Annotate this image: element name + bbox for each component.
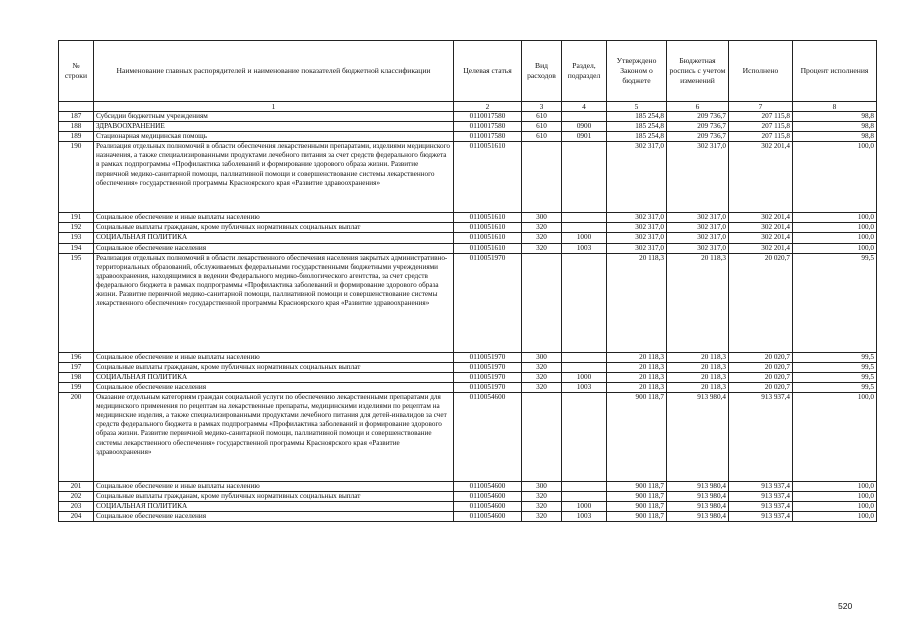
column-number [59,102,94,112]
header-row [59,41,877,102]
cell-target-article: 0110051970 [454,253,522,352]
cell-percent: 100,0 [793,492,877,502]
column-number: 1 [94,102,454,112]
cell-expense-kind: 610 [522,112,562,122]
cell-row-number: 194 [59,243,94,253]
cell-percent: 100,0 [793,213,877,223]
budget-report-sheet [58,40,876,522]
cell-percent: 100,0 [793,502,877,512]
cell-approved: 302 317,0 [607,223,667,233]
cell-budget-schedule: 913 980,4 [667,492,729,502]
cell-executed: 913 937,4 [729,502,793,512]
cell-percent: 99,5 [793,382,877,392]
cell-executed: 20 020,7 [729,372,793,382]
cell-executed: 20 020,7 [729,253,793,352]
cell-row-number: 195 [59,253,94,352]
cell-section [562,352,607,362]
cell-expense-kind: 300 [522,482,562,492]
column-number: 5 [607,102,667,112]
cell-target-article: 0110051610 [454,142,522,213]
cell-name: Социальное обеспечение и иные выплаты населению [94,352,454,362]
cell-target-article: 0110054600 [454,502,522,512]
cell-name: СОЦИАЛЬНАЯ ПОЛИТИКА [94,372,454,382]
cell-row-number: 190 [59,142,94,213]
page-number: 520 [838,601,853,611]
cell-approved: 20 118,3 [607,352,667,362]
cell-percent: 100,0 [793,243,877,253]
cell-approved: 900 118,7 [607,393,667,482]
cell-percent: 98,8 [793,112,877,122]
table-row [59,393,877,482]
cell-budget-schedule: 20 118,3 [667,382,729,392]
cell-approved: 185 254,8 [607,122,667,132]
cell-budget-schedule: 209 736,7 [667,122,729,132]
cell-section: 1003 [562,512,607,522]
cell-executed: 20 020,7 [729,362,793,372]
column-number-row [59,102,877,112]
cell-approved: 185 254,8 [607,112,667,122]
cell-percent: 99,5 [793,352,877,362]
cell-row-number: 198 [59,372,94,382]
cell-target-article: 0110051970 [454,372,522,382]
cell-target-article: 0110017580 [454,112,522,122]
cell-budget-schedule: 302 317,0 [667,142,729,213]
cell-approved: 20 118,3 [607,382,667,392]
cell-name: СОЦИАЛЬНАЯ ПОЛИТИКА [94,233,454,243]
table-row [59,352,877,362]
cell-row-number: 204 [59,512,94,522]
cell-section [562,362,607,372]
cell-section [562,253,607,352]
column-number: 8 [793,102,877,112]
cell-executed: 913 937,4 [729,393,793,482]
cell-name: Социальное обеспечение населения [94,512,454,522]
cell-target-article: 0110051610 [454,233,522,243]
cell-target-article: 0110051610 [454,223,522,233]
table-row [59,382,877,392]
table-row [59,233,877,243]
cell-approved: 900 118,7 [607,482,667,492]
cell-budget-schedule: 20 118,3 [667,253,729,352]
cell-expense-kind: 610 [522,132,562,142]
cell-budget-schedule: 913 980,4 [667,512,729,522]
cell-budget-schedule: 209 736,7 [667,112,729,122]
cell-budget-schedule: 913 980,4 [667,502,729,512]
cell-target-article: 0110017580 [454,132,522,142]
header-row-number: № строки [59,41,94,102]
cell-name: Социальное обеспечение и иные выплаты населению [94,482,454,492]
cell-name: Социальное обеспечение и иные выплаты населению [94,213,454,223]
cell-expense-kind: 320 [522,362,562,372]
cell-executed: 913 937,4 [729,482,793,492]
cell-approved: 302 317,0 [607,243,667,253]
cell-name: ЗДРАВООХРАНЕНИЕ [94,122,454,132]
cell-section [562,492,607,502]
cell-row-number: 191 [59,213,94,223]
table-row [59,482,877,492]
table-row [59,372,877,382]
cell-target-article: 0110051970 [454,382,522,392]
cell-approved: 302 317,0 [607,233,667,243]
table-row [59,223,877,233]
header-executed: Исполнено [729,41,793,102]
cell-percent: 100,0 [793,233,877,243]
cell-expense-kind: 320 [522,502,562,512]
cell-expense-kind: 320 [522,372,562,382]
cell-row-number: 202 [59,492,94,502]
cell-percent: 98,8 [793,132,877,142]
cell-percent: 100,0 [793,512,877,522]
cell-percent: 99,5 [793,253,877,352]
cell-expense-kind [522,142,562,213]
budget-table [58,40,877,522]
cell-expense-kind [522,393,562,482]
table-row [59,112,877,122]
cell-name: Социальное обеспечение населения [94,382,454,392]
cell-name: Социальные выплаты гражданам, кроме публичных нормативных социальных выплат [94,223,454,233]
cell-row-number: 188 [59,122,94,132]
cell-executed: 302 201,4 [729,243,793,253]
cell-percent: 100,0 [793,223,877,233]
cell-section: 1000 [562,502,607,512]
cell-row-number: 200 [59,393,94,482]
cell-section: 1000 [562,233,607,243]
cell-expense-kind: 320 [522,512,562,522]
cell-executed: 302 201,4 [729,142,793,213]
cell-section [562,112,607,122]
cell-expense-kind: 610 [522,122,562,132]
cell-name: Оказание отдельным категориям граждан социальной услуги по обеспечению лекарственными препаратами для медицинского применения по рецептам на лекарственные препараты, медицинскими изделиями по рецептам на медицинские изделия, а также специализированными продуктами лечебного питания для детей-инвалидов за счет средств федерального бюджета в рамках подпрограммы «Профилактика заболеваний и формирование здорового образа жизни. Развитие первичной медико-санитарной помощи, паллиативной помощи и совершенствование системы лекарственного обеспечения» государственной программы Красноярского края «Развитие здравоохранения» [94,393,454,482]
cell-section [562,223,607,233]
cell-row-number: 192 [59,223,94,233]
cell-row-number: 199 [59,382,94,392]
header-budget-schedule: Бюджетная роспись с учетом изменений [667,41,729,102]
cell-section: 1003 [562,243,607,253]
cell-target-article: 0110054600 [454,482,522,492]
table-row [59,492,877,502]
cell-target-article: 0110051970 [454,352,522,362]
cell-percent: 100,0 [793,393,877,482]
cell-section [562,142,607,213]
cell-executed: 20 020,7 [729,352,793,362]
cell-target-article: 0110054600 [454,393,522,482]
cell-expense-kind: 320 [522,223,562,233]
cell-budget-schedule: 302 317,0 [667,243,729,253]
cell-target-article: 0110054600 [454,492,522,502]
cell-executed: 913 937,4 [729,492,793,502]
cell-executed: 207 115,8 [729,112,793,122]
cell-approved: 20 118,3 [607,253,667,352]
cell-expense-kind: 300 [522,352,562,362]
cell-approved: 900 118,7 [607,512,667,522]
cell-target-article: 0110017580 [454,122,522,132]
cell-expense-kind: 320 [522,492,562,502]
column-number: 6 [667,102,729,112]
cell-target-article: 0110051610 [454,243,522,253]
cell-row-number: 201 [59,482,94,492]
cell-section: 1000 [562,372,607,382]
column-number: 7 [729,102,793,112]
cell-row-number: 187 [59,112,94,122]
table-row [59,243,877,253]
cell-name: Социальные выплаты гражданам, кроме публичных нормативных социальных выплат [94,492,454,502]
cell-budget-schedule: 302 317,0 [667,223,729,233]
table-row [59,502,877,512]
cell-budget-schedule: 913 980,4 [667,393,729,482]
column-number: 2 [454,102,522,112]
cell-expense-kind: 320 [522,243,562,253]
header-expense-kind: Вид расходов [522,41,562,102]
cell-row-number: 203 [59,502,94,512]
cell-target-article: 0110051970 [454,362,522,372]
cell-row-number: 193 [59,233,94,243]
cell-expense-kind [522,253,562,352]
cell-name: Реализация отдельных полномочий в области лекарственного обеспечения населения закрытых административно-территориальных образований, обслуживаемых федеральными государственными бюджетными учреждениями здравоохранения, находящимися в ведении Федерального медико-биологического агентства, за счет средств федерального бюджета в рамках подпрограммы «Профилактика заболеваний и формирование здорового образа жизни. Развитие первичной медико-санитарной помощи, паллиативной помощи и совершенствование системы лекарственного обеспечения» государственной программы Красноярского края «Развитие здравоохранения» [94,253,454,352]
header-percent: Процент исполнения [793,41,877,102]
table-row [59,142,877,213]
cell-approved: 900 118,7 [607,492,667,502]
cell-approved: 20 118,3 [607,372,667,382]
header-approved: Утверждено Законом о бюджете [607,41,667,102]
cell-section [562,393,607,482]
cell-executed: 20 020,7 [729,382,793,392]
table-row [59,362,877,372]
table-row [59,132,877,142]
table-row [59,122,877,132]
cell-section [562,482,607,492]
table-body [59,112,877,522]
header-name: Наименование главных распорядителей и наименование показателей бюджетной классификации [94,41,454,102]
header-section: Раздел, подраздел [562,41,607,102]
cell-expense-kind: 300 [522,213,562,223]
cell-target-article: 0110054600 [454,512,522,522]
cell-executed: 207 115,8 [729,132,793,142]
cell-approved: 20 118,3 [607,362,667,372]
cell-budget-schedule: 302 317,0 [667,213,729,223]
cell-section: 0901 [562,132,607,142]
cell-name: Стационарная медицинская помощь [94,132,454,142]
cell-budget-schedule: 20 118,3 [667,372,729,382]
cell-budget-schedule: 209 736,7 [667,132,729,142]
cell-executed: 207 115,8 [729,122,793,132]
cell-row-number: 197 [59,362,94,372]
cell-budget-schedule: 913 980,4 [667,482,729,492]
cell-target-article: 0110051610 [454,213,522,223]
cell-approved: 302 317,0 [607,142,667,213]
cell-percent: 100,0 [793,482,877,492]
cell-name: Реализация отдельных полномочий в области обеспечения лекарственными препаратами, изделиями медицинского назначения, а также специализированными продуктами лечебного питания за счет средств федерального бюджета в рамках подпрограммы «Профилактика заболеваний и формирование здорового образа жизни. Развитие первичной медико-санитарной помощи, паллиативной помощи и совершенствование системы лекарственного обеспечения» государственной программы Красноярского края «Развитие здравоохранения» [94,142,454,213]
cell-row-number: 196 [59,352,94,362]
cell-section: 0900 [562,122,607,132]
cell-executed: 302 201,4 [729,213,793,223]
cell-name: Социальное обеспечение населения [94,243,454,253]
cell-approved: 185 254,8 [607,132,667,142]
table-row [59,213,877,223]
cell-approved: 900 118,7 [607,502,667,512]
cell-executed: 302 201,4 [729,233,793,243]
cell-executed: 913 937,4 [729,512,793,522]
cell-expense-kind: 320 [522,382,562,392]
cell-name: СОЦИАЛЬНАЯ ПОЛИТИКА [94,502,454,512]
column-number: 4 [562,102,607,112]
cell-name: Социальные выплаты гражданам, кроме публичных нормативных социальных выплат [94,362,454,372]
cell-percent: 98,8 [793,122,877,132]
cell-approved: 302 317,0 [607,213,667,223]
cell-percent: 99,5 [793,362,877,372]
cell-row-number: 189 [59,132,94,142]
cell-budget-schedule: 20 118,3 [667,352,729,362]
cell-section: 1003 [562,382,607,392]
header-target-article: Целевая статья [454,41,522,102]
cell-percent: 99,5 [793,372,877,382]
cell-section [562,213,607,223]
cell-budget-schedule: 20 118,3 [667,362,729,372]
cell-expense-kind: 320 [522,233,562,243]
cell-name: Субсидии бюджетным учреждениям [94,112,454,122]
cell-percent: 100,0 [793,142,877,213]
cell-executed: 302 201,4 [729,223,793,233]
table-row [59,512,877,522]
cell-budget-schedule: 302 317,0 [667,233,729,243]
column-number: 3 [522,102,562,112]
table-row [59,253,877,352]
